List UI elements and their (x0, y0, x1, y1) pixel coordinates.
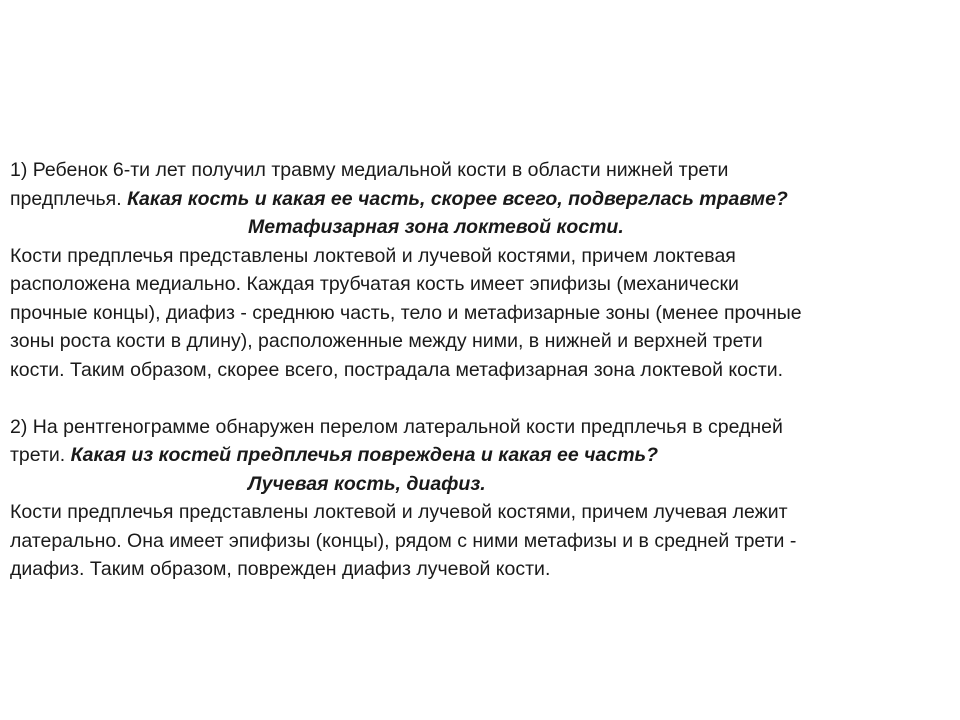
explanation-2-line-1: Кости предплечья представлены локтевой и лучевой костями, причем лучевая лежит (10, 501, 788, 523)
question-1-line-1: 1) Ребенок 6-ти лет получил травму медиальной кости в области нижней трети (10, 159, 729, 181)
question-2-prefix: трети. (10, 444, 71, 466)
question-2-text: Какая из костей предплечья повреждена и какая ее часть? (70, 444, 659, 466)
question-1-prefix: предплечья. (10, 187, 128, 210)
question-2-line-2 (10, 441, 940, 470)
question-block-1 (10, 156, 940, 384)
question-block-2 (10, 413, 940, 584)
answer-1: Метафизарная зона локтевой кости. (248, 216, 624, 238)
question-2-line-1: 2) На рентгенограмме обнаружен перелом латеральной кости предплечья в средней (10, 415, 783, 438)
answer-2: Лучевая кость, диафиз. (248, 472, 486, 495)
explanation-1-line-5: кости. Таким образом, скорее всего, пострадала метафизарная зона локтевой кости. (10, 358, 784, 381)
explanation-1-line-3: прочные концы), диафиз - среднюю часть, тело и метафизарные зоны (менее прочные (10, 301, 802, 324)
explanation-2-line-2: латерально. Она имеет эпифизы (концы), рядом с ними метафизы и в средней трети - (10, 529, 797, 552)
explanation-2-line-3: диафиз. Таким образом, поврежден диафиз лучевой кости. (10, 558, 551, 580)
explanation-1-line-4: зоны роста кости в длину), расположенные между ними, в нижней и верхней трети (10, 330, 763, 352)
explanation-1-line-2: расположена медиально. Каждая трубчатая кость имеет эпифизы (механически (10, 273, 739, 295)
slide-content (10, 156, 940, 584)
explanation-1-line-1: Кости предплечья представлены локтевой и лучевой костями, причем локтевая (10, 244, 736, 267)
block-spacer (10, 384, 940, 413)
question-1-line-2 (10, 185, 940, 214)
question-1-text: Какая кость и какая ее часть, скорее всего, подверглась травме? (127, 187, 788, 210)
